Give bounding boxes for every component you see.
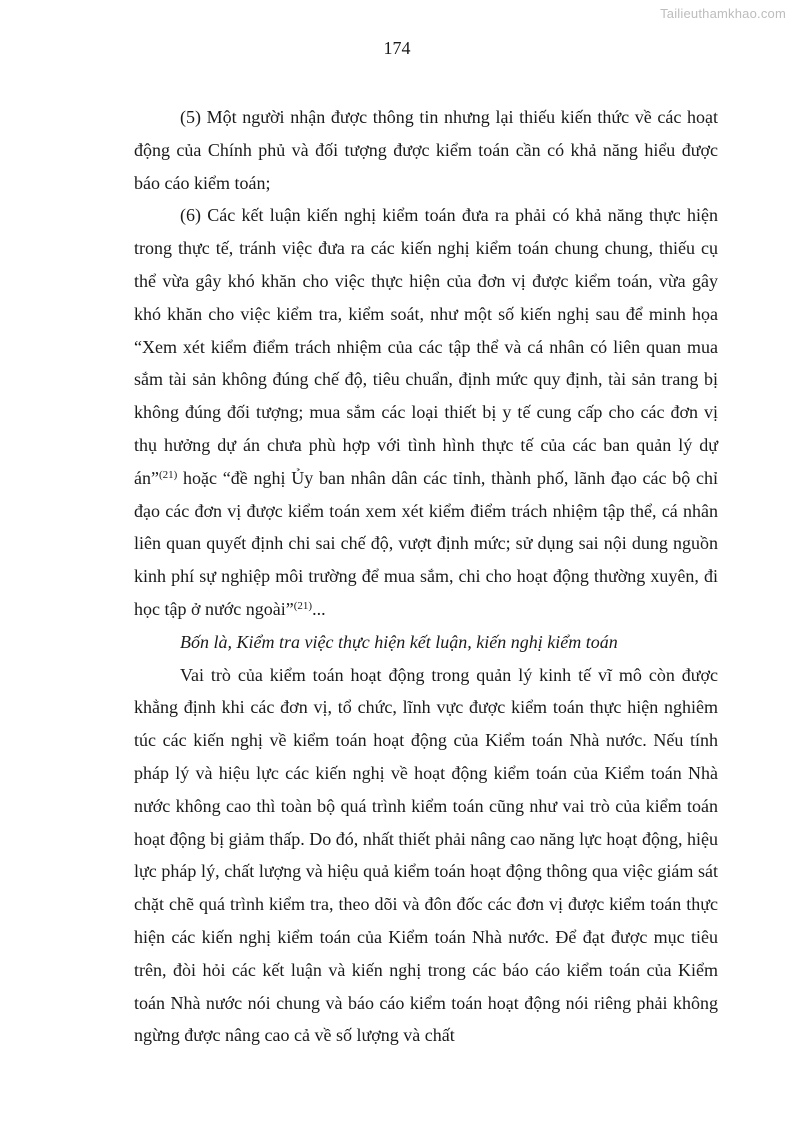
- citation-ref: (21): [158, 468, 178, 481]
- paragraph-body: Vai trò của kiểm toán hoạt động trong quản lý kinh tế vĩ mô còn được khẳng định khi các đơn vị, tổ chức, lĩnh vực được kiểm toán thực hiện nghiêm túc các kiến nghị về kiểm toán hoạt động của Kiểm toán Nhà nước. Nếu tính pháp lý và hiệu lực các kiến nghị về hoạt động kiểm toán của Kiểm toán Nhà nước không cao thì toàn bộ quá trình kiểm toán cũng như vai trò của kiểm toán hoạt động bị giảm thấp. Do đó, nhất thiết phải nâng cao năng lực hoạt động, hiệu lực pháp lý, chất lượng và hiệu quả kiểm toán hoạt động thông qua việc giám sát chặt chẽ quá trình kiểm tra, theo dõi và đôn đốc các đơn vị được kiểm toán thực hiện các kiến nghị kiểm toán của Kiểm toán Nhà nước. Để đạt được mục tiêu trên, đòi hỏi các kết luận và kiến nghị trong các báo cáo kiểm toán của Kiểm toán Nhà nước nói chung và báo cáo kiểm toán hoạt động nói riêng phải không ngừng được nâng cao cả về số lượng và chất: [134, 664, 718, 1046]
- document-body: [134, 101, 718, 1052]
- citation-ref: (21): [293, 599, 313, 612]
- page-number: 174: [383, 38, 411, 58]
- paragraph-item-5: (5) Một người nhận được thông tin nhưng lại thiếu kiến thức về các hoạt động của Chính phủ và đối tượng được kiểm toán cần có khả năng hiểu được báo cáo kiểm toán;: [134, 107, 718, 193]
- watermark: Tailieuthamkhao.com: [660, 6, 786, 21]
- paragraph-text: ...: [312, 598, 326, 619]
- paragraph-text: hoặc “đề nghị Ủy ban nhân dân các tỉnh, thành phố, lãnh đạo các bộ chỉ đạo các đơn vị được kiểm toán xem xét kiểm điểm trách nhiệm tập thể, cá nhân liên quan quyết định chi sai chế độ, vượt định mức; sử dụng sai nội dung nguồn kinh phí sự nghiệp môi trường để mua sắm, chi cho hoạt động thường xuyên, đi học tập ở nước ngoài”: [134, 467, 718, 619]
- section-heading: Bốn là, Kiểm tra việc thực hiện kết luận, kiến nghị kiểm toán: [180, 631, 618, 652]
- paragraph-text: (6) Các kết luận kiến nghị kiểm toán đưa ra phải có khả năng thực hiện trong thực tế, tránh việc đưa ra các kiến nghị kiểm toán chung chung, thiếu cụ thể vừa gây khó khăn cho việc thực hiện của đơn vị được kiểm toán, vừa gây khó khăn cho việc kiểm tra, kiểm soát, như một số kiến nghị sau để minh họa “Xem xét kiểm điểm trách nhiệm của các tập thể và cá nhân có liên quan mua sắm tài sản không đúng chế độ, tiêu chuẩn, định mức quy định, tài sản trang bị không đúng đối tượng; mua sắm các loại thiết bị y tế cung cấp cho các đơn vị thụ hưởng dự án chưa phù hợp với tình hình thực tế của các ban quản lý dự án”: [134, 205, 718, 488]
- paragraph-item-6: [134, 199, 718, 625]
